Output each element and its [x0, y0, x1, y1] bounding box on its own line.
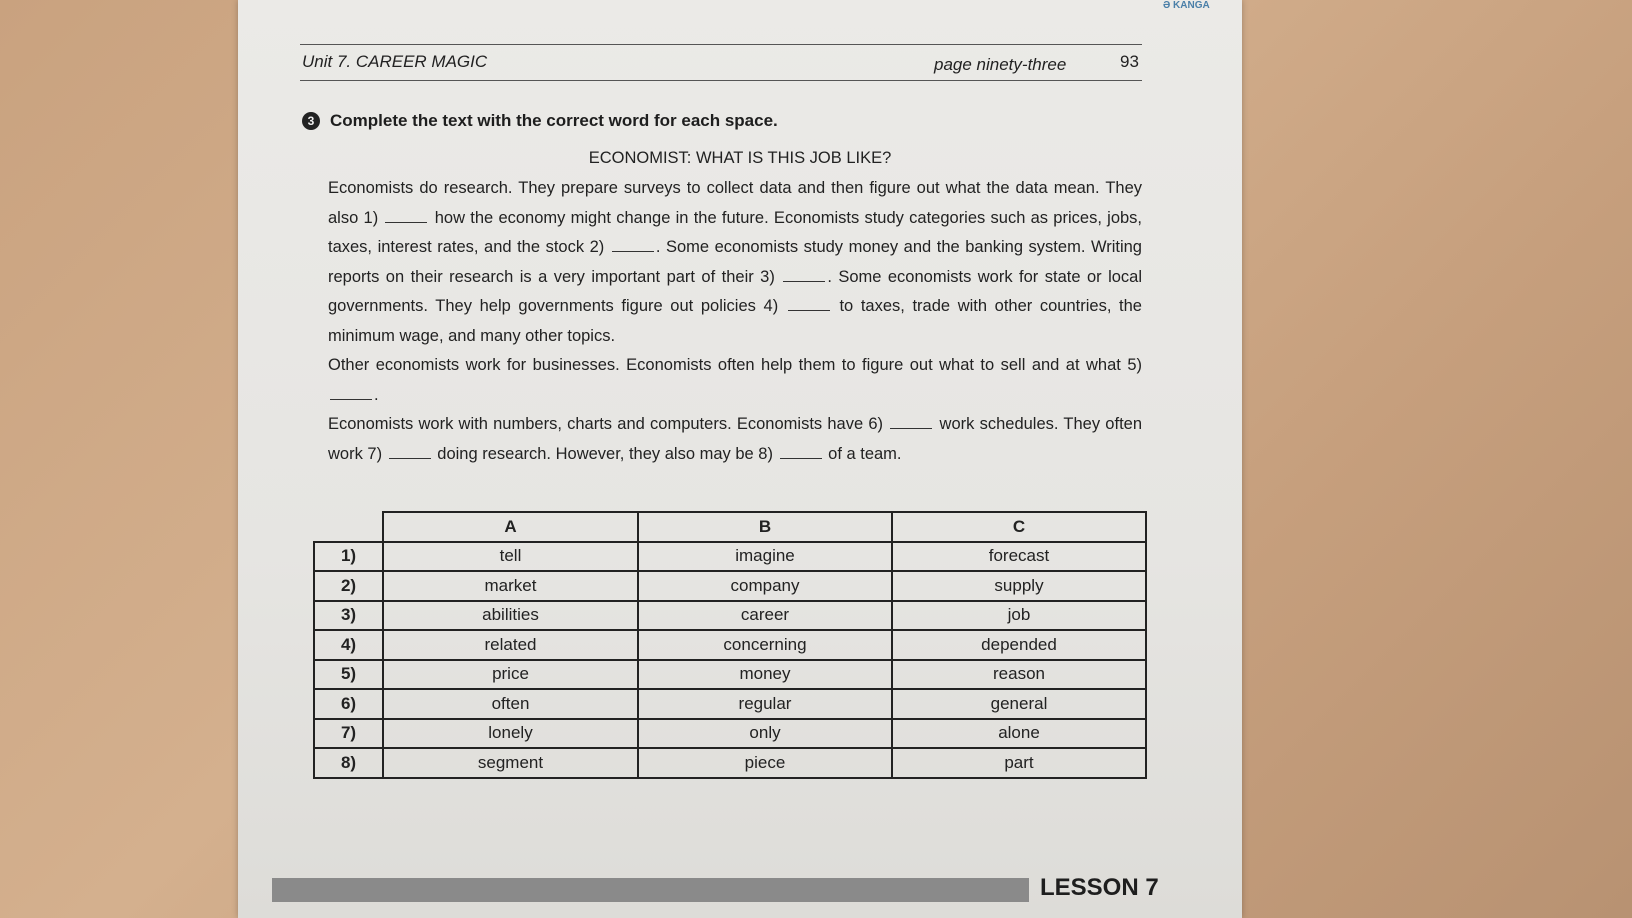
text-segment: doing research. However, they also may be 8)	[437, 444, 773, 463]
text-segment: of a team.	[828, 444, 902, 463]
publisher-logo: Ə KANGA	[1163, 0, 1210, 11]
instruction-text: Complete the text with the correct word for each space.	[330, 111, 778, 130]
option-c[interactable]: reason	[892, 660, 1146, 690]
row-number: 2)	[314, 571, 383, 601]
table-row	[314, 660, 1146, 690]
table-row	[314, 748, 1146, 778]
option-a[interactable]: market	[383, 571, 638, 601]
text-segment: work schedules. They often work 7)	[328, 415, 1143, 463]
text-segment: to taxes, trade with other countries, the minimum wage, and many other topics.	[328, 297, 1142, 345]
row-number: 6)	[314, 689, 383, 719]
option-b[interactable]: concerning	[638, 630, 892, 660]
option-c[interactable]: general	[892, 689, 1146, 719]
option-b[interactable]: career	[638, 601, 892, 631]
blank-6[interactable]	[890, 414, 932, 429]
option-c[interactable]: alone	[892, 719, 1146, 749]
exercise-instruction	[302, 111, 778, 131]
blank-7[interactable]	[389, 444, 431, 459]
options-table	[313, 511, 1147, 779]
option-a[interactable]: price	[383, 660, 638, 690]
unit-title: Unit 7. CAREER MAGIC	[302, 52, 488, 71]
option-a[interactable]: often	[383, 689, 638, 719]
text-segment: Economists do research. They prepare surveys to collect data and then figure out what the data mean. They also 1)	[328, 179, 1142, 227]
blank-1[interactable]	[385, 208, 427, 223]
text-segment: Economists work with numbers, charts and computers. Economists have 6)	[328, 415, 884, 433]
table-row	[314, 689, 1146, 719]
row-number: 4)	[314, 630, 383, 660]
option-b[interactable]: piece	[638, 748, 892, 778]
text-segment: . Some economists study money and the banking system. Writing reports on their research is a very important part of their 3)	[328, 238, 1142, 286]
column-header-c: C	[892, 512, 1146, 542]
option-a[interactable]: lonely	[383, 719, 638, 749]
blank-3[interactable]	[783, 267, 825, 282]
option-b[interactable]: imagine	[638, 542, 892, 572]
header-rule-bottom	[300, 80, 1142, 81]
page-number: 93	[1120, 52, 1139, 71]
option-a[interactable]: related	[383, 630, 638, 660]
gap-fill-text	[328, 174, 1142, 469]
text-segment: .	[374, 385, 379, 404]
option-c[interactable]: supply	[892, 571, 1146, 601]
option-a[interactable]: abilities	[383, 601, 638, 631]
table-row	[314, 571, 1146, 601]
option-b[interactable]: company	[638, 571, 892, 601]
column-header-a: A	[383, 512, 638, 542]
option-a[interactable]: segment	[383, 748, 638, 778]
text-segment: Other economists work for businesses. Economists often help them to figure out what to sell and at what 5)	[328, 356, 1142, 374]
option-c[interactable]: job	[892, 601, 1146, 631]
table-header-row	[314, 512, 1146, 542]
page-number-words: page ninety-three	[934, 55, 1067, 74]
option-c[interactable]: depended	[892, 630, 1146, 660]
option-b[interactable]: regular	[638, 689, 892, 719]
option-b[interactable]: only	[638, 719, 892, 749]
row-number: 3)	[314, 601, 383, 631]
corner-cell	[314, 512, 383, 542]
option-b[interactable]: money	[638, 660, 892, 690]
option-c[interactable]: forecast	[892, 542, 1146, 572]
text-segment: how the economy might change in the future. Economists study categories such as prices, jobs, taxes, interest rates, and the stock 2)	[328, 208, 1143, 256]
row-number: 5)	[314, 660, 383, 690]
lesson-footer-bar	[272, 878, 1029, 902]
row-number: 8)	[314, 748, 383, 778]
paragraph-1	[328, 174, 1142, 351]
table-row	[314, 542, 1146, 572]
table-row	[314, 630, 1146, 660]
paragraph-3	[328, 410, 1142, 469]
text-title: ECONOMIST: WHAT IS THIS JOB LIKE?	[588, 149, 892, 167]
blank-2[interactable]	[612, 237, 654, 252]
row-number: 7)	[314, 719, 383, 749]
header-rule-top	[300, 44, 1142, 45]
paragraph-2	[328, 351, 1142, 410]
row-number: 1)	[314, 542, 383, 572]
table-row	[314, 719, 1146, 749]
option-a[interactable]: tell	[383, 542, 638, 572]
table-row	[314, 601, 1146, 631]
exercise-number-badge: 3	[302, 112, 320, 130]
blank-4[interactable]	[788, 296, 830, 311]
lesson-label: LESSON 7	[1040, 874, 1159, 901]
column-header-b: B	[638, 512, 892, 542]
option-c[interactable]: part	[892, 748, 1146, 778]
blank-5[interactable]	[330, 385, 372, 400]
text-segment: . Some economists work for state or local governments. They help governments figure out policies 4)	[328, 267, 1143, 315]
blank-8[interactable]	[780, 444, 822, 459]
